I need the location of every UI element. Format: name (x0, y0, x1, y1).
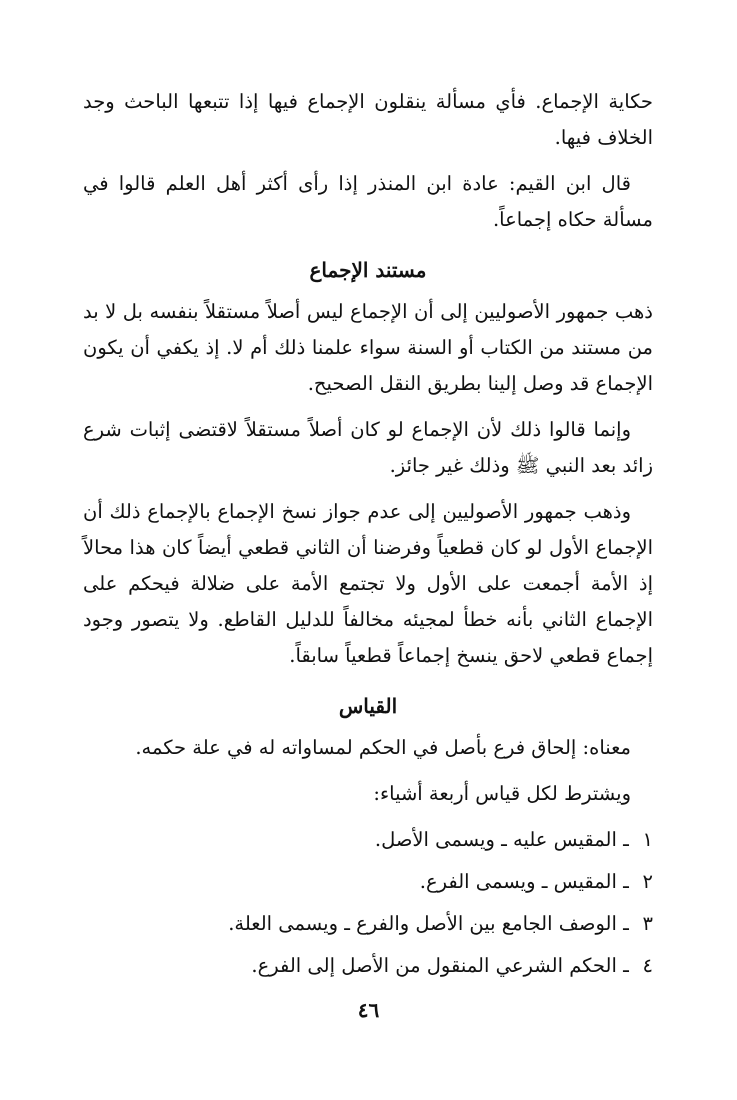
list-item-text: ـ المقيس ـ ويسمى الفرع. (419, 870, 629, 893)
list-item (83, 864, 653, 900)
list-item-text: ـ المقيس عليه ـ ويسمى الأصل. (374, 828, 629, 851)
paragraph-ijma-1: ذهب جمهور الأصوليين إلى أن الإجماع ليس أصلاً مستقلاً بنفسه بل لا بد من مستند من الكتاب أو السنة سواء علمنا ذلك أم لا. إذ يكفي أن يكون الإجماع قد وصل إلينا بطريق النقل الصحيح. (83, 300, 653, 395)
section-heading-ijma-basis: مستند الإجماع (309, 258, 427, 282)
paragraph-intro-1: حكاية الإجماع. فأي مسألة ينقلون الإجماع فيها إذا تتبعها الباحث وجد الخلاف فيها. (83, 90, 653, 149)
list-item (83, 906, 653, 942)
paragraph-intro-2: قال ابن القيم: عادة ابن المنذر إذا رأى أكثر أهل العلم قالوا في مسألة حكاه إجماعاً. (83, 172, 653, 231)
paragraph-ijma-2: وإنما قالوا ذلك لأن الإجماع لو كان أصلاً مستقلاً لاقتضى إثبات شرع زائد بعد النبي ﷺ وذلك غير جائز. (83, 418, 653, 477)
list-item (83, 822, 653, 858)
list-item-number: ٣ (642, 912, 653, 935)
list-item-text: ـ الوصف الجامع بين الأصل والفرع ـ ويسمى العلة. (228, 912, 629, 935)
list-item (83, 948, 653, 984)
paragraph-ijma-3: وذهب جمهور الأصوليين إلى عدم جواز نسخ الإجماع بالإجماع ذلك أن الإجماع الأول لو كان قطعياً وفرضنا أن الثاني قطعي أيضاً كان هذا محالاً إذ الأمة أجمعت على الأول ولا تجتمع الأمة على ضلالة فيحكم على الإجماع الثاني بأنه خطأ لمجيئه مخالفاً للدليل القاطع. ولا يتصور وجود إجماع قطعي لاحق ينسخ إجماعاً قطعياً سابقاً. (83, 500, 653, 667)
list-item-number: ٤ (642, 954, 653, 977)
page-body (83, 84, 653, 990)
paragraph-qiyas-1: معناه: إلحاق فرع بأصل في الحكم لمساواته له في علة حكمه. (135, 736, 631, 759)
list-item-number: ١ (642, 828, 653, 851)
paragraph-qiyas-2: ويشترط لكل قياس أربعة أشياء: (373, 782, 631, 805)
list-item-text: ـ الحكم الشرعي المنقول من الأصل إلى الفرع. (251, 954, 629, 977)
page-number: ٤٦ (357, 998, 380, 1022)
section-heading-qiyas: القياس (338, 694, 398, 718)
list-item-number: ٢ (642, 870, 653, 893)
